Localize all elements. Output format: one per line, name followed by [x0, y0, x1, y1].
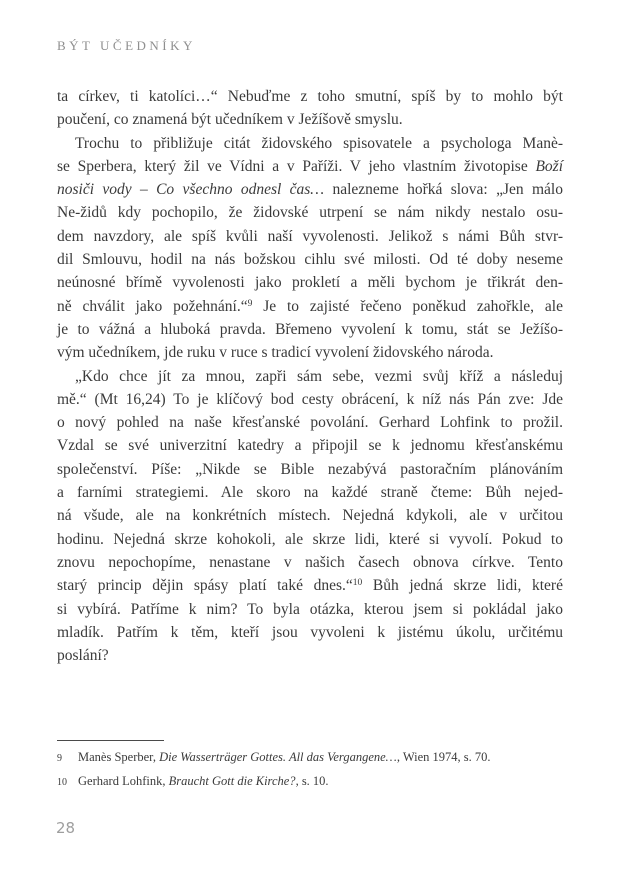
text-line [57, 318, 563, 341]
text-line [57, 644, 563, 667]
text-line [57, 341, 563, 364]
text-segment: dem navzdory, ale spíš kvůli naší vyvolenosti. Jelikož s námi Bůh stvr- [57, 227, 563, 245]
text-segment: Je to zajisté řečeno poněkud zahořkle, ale [252, 297, 563, 315]
text-line [57, 155, 563, 178]
text-segment: Die Wasserträger Gottes. All das Vergangene… [159, 750, 397, 764]
text-segment: neúnosné břímě vyvolenosti jako prokletí a měli bychom je třikrát den- [57, 274, 563, 292]
text-line [57, 108, 563, 131]
text-segment: Ne-židů kdy pochopilo, že židovské utrpení se nám nikdy nestalo osu- [57, 204, 563, 222]
text-line [57, 434, 563, 457]
text-segment: Braucht Gott die Kirche? [168, 774, 296, 788]
body-text [57, 85, 563, 667]
text-segment: vým učedníkem, jde ruku v ruce s tradicí vyvolení židovského národa. [57, 344, 494, 362]
text-line [57, 132, 563, 155]
text-segment: a farními strategiemi. Ale skoro na každé straně čteme: Bůh nejed- [57, 484, 563, 502]
text-line [57, 458, 563, 481]
footnote-item [57, 770, 563, 794]
text-segment: , Wien 1974, s. 70. [396, 750, 491, 764]
text-line [57, 271, 563, 294]
text-line [57, 85, 563, 108]
text-segment: ta církev, ti katolíci…“ Nebuďme z toho smutní, spíš by to mohlo být [57, 88, 563, 105]
text-segment: znovu nepochopíme, nenastane v našich časech obnova církve. Tento [57, 553, 563, 571]
text-line [57, 295, 563, 318]
footnotes [57, 746, 563, 794]
text-line [57, 574, 563, 597]
text-line [57, 621, 563, 644]
text-segment: dil Smlouvu, hodil na nás božskou cihlu své milosti. Od té doby neseme [57, 251, 563, 269]
running-head: BÝT UČEDNÍKY [57, 38, 196, 53]
footnote-divider [57, 740, 164, 741]
text-segment: společenství. Píše: „Nikde se Bible nezabývá pastoračním plánováním [57, 460, 563, 478]
text-segment: hodinu. Nejedná skrze kohokoli, ale skrze lidi, které si vyvolí. Pokud to [57, 530, 563, 548]
text-segment: poučení, co znamená být učedníkem v Ježíšově smyslu. [57, 111, 403, 129]
text-segment: Boží [535, 157, 563, 175]
text-segment: starý princip dějin spásy platí také dnes.“ [57, 577, 353, 595]
footnote-number: 10 [57, 777, 67, 788]
text-line [57, 365, 563, 388]
footnote-marker: 10 [352, 578, 363, 589]
text-segment: Trochu to přibližuje citát židovského spisovatele a psychologa Manè- [75, 134, 563, 152]
text-segment: o nový pohled na naše křesťanské povolání. Gerhard Lohfink to prožil. [57, 414, 563, 432]
text-segment: Vzdal se své univerzitní katedry a připojil se k jednomu křesťanskému [57, 437, 563, 455]
text-segment: Bůh jedná skrze lidi, které [362, 577, 563, 595]
text-segment: si vybírá. Patříme k nim? To byla otázka, kterou jsem si pokládal jako [57, 600, 563, 618]
footnote-text [78, 770, 563, 793]
text-line [57, 504, 563, 527]
page-number: 28 [56, 819, 76, 837]
text-line [57, 388, 563, 411]
text-line [57, 598, 563, 621]
text-segment: se Sperbera, který žil ve Vídni a v Paříži. V jeho vlastním životopise [57, 157, 536, 175]
text-segment: nalezneme hořká slova: „Jen málo [324, 181, 563, 199]
text-segment: je to vážná a hluboká pravda. Břemeno vyvolení k tomu, stát se Ježíšo- [57, 320, 563, 338]
text-segment: Manès Sperber, [78, 750, 160, 764]
text-line [57, 248, 563, 271]
text-segment: poslání? [57, 647, 109, 665]
text-segment: mladík. Patřím k těm, kteří jsou vyvoleni k jistému úkolu, určitému [57, 623, 563, 641]
text-segment: „Kdo chce jít za mnou, zapři sám sebe, vezmi svůj kříž a následuj [75, 367, 563, 385]
text-line [57, 551, 563, 574]
footnote-number: 9 [57, 753, 62, 764]
text-segment: mě.“ (Mt 16,24) To je klíčový bod cesty obrácení, k níž nás Pán zve: Jde [57, 390, 563, 408]
footnote-marker: 9 [247, 298, 253, 309]
text-segment: nosiči vody – Co všechno odnesl čas… [57, 181, 325, 199]
text-line [57, 481, 563, 504]
text-line [57, 201, 563, 224]
text-line [57, 225, 563, 248]
text-line [57, 528, 563, 551]
text-segment: Gerhard Lohfink, [78, 774, 169, 788]
footnote-item [57, 746, 563, 770]
text-line [57, 411, 563, 434]
footnote-text [78, 746, 563, 769]
text-segment: ně chválit jako požehnání.“ [57, 297, 248, 315]
text-line [57, 178, 563, 201]
text-segment: , s. 10. [295, 774, 329, 788]
text-segment: ná všude, ale na konkrétních místech. Nejedná kdykoli, ale v určitou [57, 507, 563, 525]
